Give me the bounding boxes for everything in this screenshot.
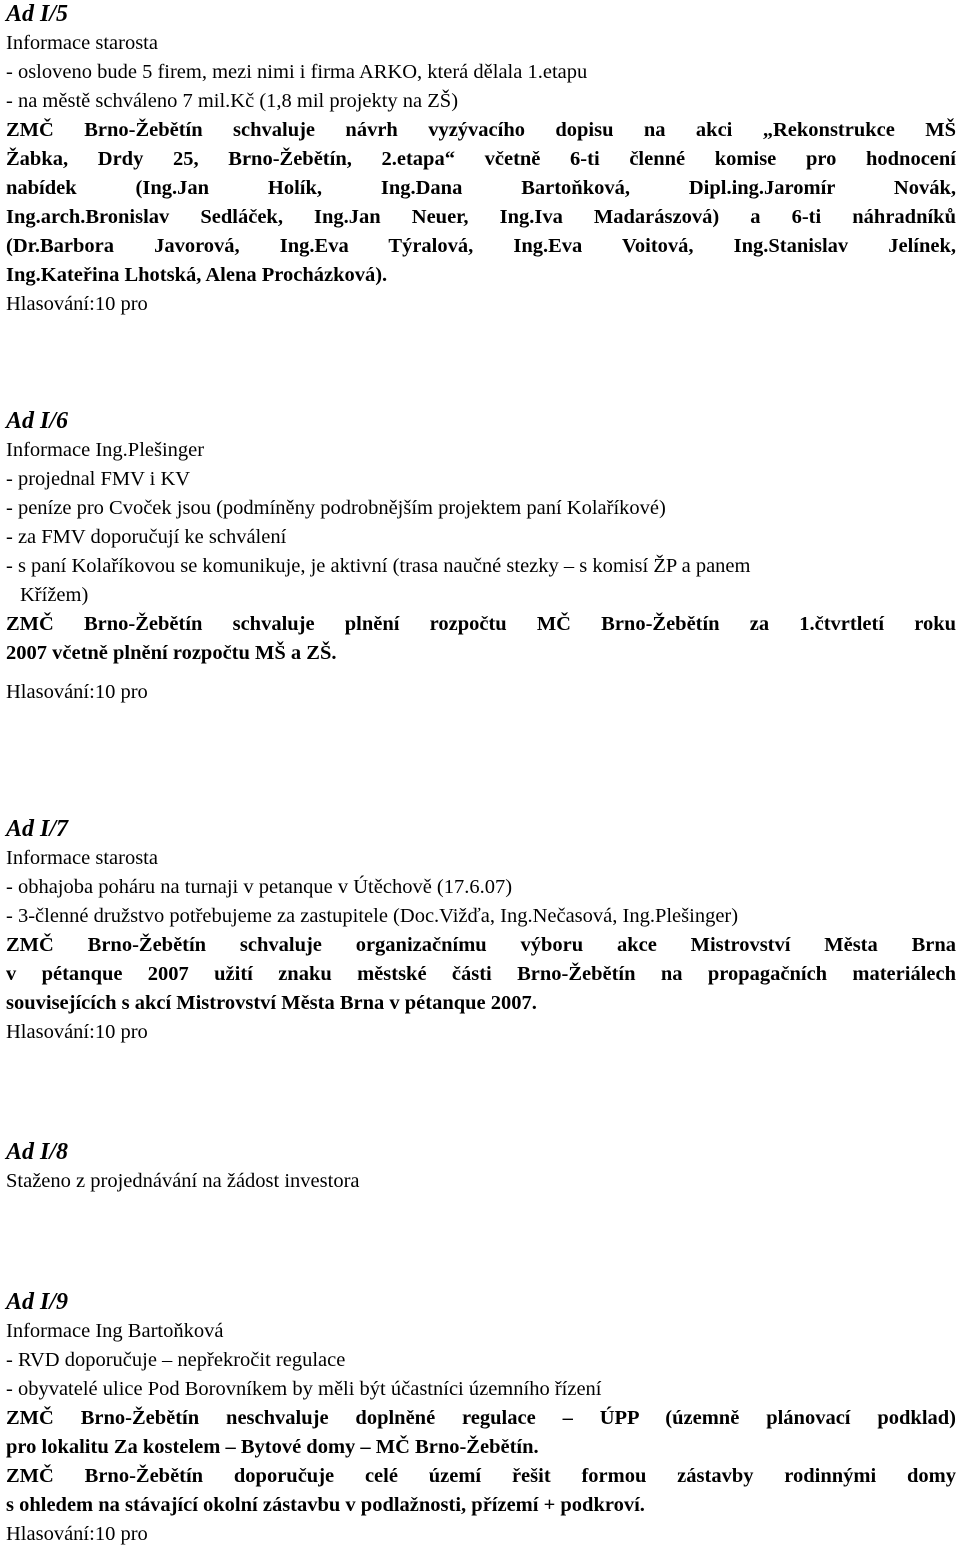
- text-line: - 3-členné družstvo potřebujeme za zastupitele (Doc.Vižďa, Ing.Nečasová, Ing.Plešinger): [6, 905, 739, 927]
- text-line: - osloveno bude 5 firem, mezi nimi i firma ARKO, která dělala 1.etapu: [6, 61, 588, 83]
- section-ad-i-5: [6, 0, 956, 319]
- text-line: - peníze pro Cvoček jsou (podmíněny podrobnějším projektem paní Kolaříkové): [6, 497, 666, 519]
- section-heading: Ad I/8: [6, 1139, 69, 1165]
- section-ad-i-9: [6, 1288, 956, 1549]
- resolution-line: v pétanque 2007 užití znaku městské části Brno-Žebětín na propagačních materiálech: [6, 963, 956, 985]
- resolution-line: ZMČ Brno-Žebětín schvaluje organizačnímu výboru akce Mistrovství Města Brna: [6, 934, 956, 956]
- vote-result: Hlasování:10 pro: [6, 293, 148, 315]
- resolution-line: ZMČ Brno-Žebětín schvaluje plnění rozpočtu MČ Brno-Žebětín za 1.čtvrtletí roku: [6, 613, 956, 635]
- section-ad-i-8: [6, 1138, 956, 1196]
- text-line: - na městě schváleno 7 mil.Kč (1,8 mil projekty na ZŠ): [6, 90, 459, 112]
- resolution-line: nabídek (Ing.Jan Holík, Ing.Dana Bartoňková, Dipl.ing.Jaromír Novák,: [6, 177, 956, 199]
- text-line: Křížem): [20, 584, 89, 606]
- text-line: - projednal FMV i KV: [6, 468, 191, 490]
- vote-result: Hlasování:10 pro: [6, 1523, 148, 1545]
- text-line: - za FMV doporučují ke schválení: [6, 526, 287, 548]
- text-line: - obyvatelé ulice Pod Borovníkem by měli být účastníci územního řízení: [6, 1378, 602, 1400]
- section-subtitle: Informace Ing.Plešinger: [6, 439, 205, 461]
- text-line: - RVD doporučuje – nepřekročit regulace: [6, 1349, 346, 1371]
- section-ad-i-6: [6, 407, 956, 707]
- section-subtitle: Informace starosta: [6, 847, 158, 869]
- resolution-line: ZMČ Brno-Žebětín schvaluje návrh vyzývacího dopisu na akci „Rekonstrukce MŠ: [6, 119, 956, 141]
- resolution-line: Ing.Kateřina Lhotská, Alena Procházková).: [6, 264, 388, 286]
- resolution-line: 2007 včetně plnění rozpočtu MŠ a ZŠ.: [6, 642, 337, 664]
- resolution-line: Žabka, Drdy 25, Brno-Žebětín, 2.etapa“ včetně 6-ti členné komise pro hodnocení: [6, 148, 956, 170]
- resolution-line: ZMČ Brno-Žebětín neschvaluje doplněné regulace – ÚPP (územně plánovací podklad): [6, 1407, 956, 1429]
- section-heading: Ad I/9: [6, 1289, 69, 1315]
- section-ad-i-7: [6, 815, 956, 1047]
- vote-result: Hlasování:10 pro: [6, 1021, 148, 1043]
- resolution-line: souvisejících s akcí Mistrovství Města Brna v pétanque 2007.: [6, 992, 537, 1014]
- resolution-line: ZMČ Brno-Žebětín doporučuje celé území řešit formou zástavby rodinnými domy: [6, 1465, 956, 1487]
- resolution-line: s ohledem na stávající okolní zástavbu v podlažnosti, přízemí + podkroví.: [6, 1494, 645, 1516]
- resolution-line: Ing.arch.Bronislav Sedláček, Ing.Jan Neuer, Ing.Iva Madarászová) a 6-ti náhradníků: [6, 206, 956, 228]
- text-line: - s paní Kolaříkovou se komunikuje, je aktivní (trasa naučné stezky – s komisí ŽP a panem: [6, 555, 751, 577]
- text-line: - obhajoba poháru na turnaji v petanque v Útěchově (17.6.07): [6, 876, 513, 898]
- section-heading: Ad I/7: [6, 816, 69, 842]
- resolution-line: pro lokalitu Za kostelem – Bytové domy – MČ Brno-Žebětín.: [6, 1436, 539, 1458]
- section-subtitle: Informace Ing Bartoňková: [6, 1320, 224, 1342]
- text-line: Staženo z projednávání na žádost investora: [6, 1170, 360, 1192]
- section-heading: Ad I/6: [6, 408, 69, 434]
- resolution-line: (Dr.Barbora Javorová, Ing.Eva Týralová, Ing.Eva Voitová, Ing.Stanislav Jelínek,: [6, 235, 956, 257]
- section-heading: Ad I/5: [6, 1, 69, 27]
- vote-result: Hlasování:10 pro: [6, 681, 148, 703]
- section-subtitle: Informace starosta: [6, 32, 158, 54]
